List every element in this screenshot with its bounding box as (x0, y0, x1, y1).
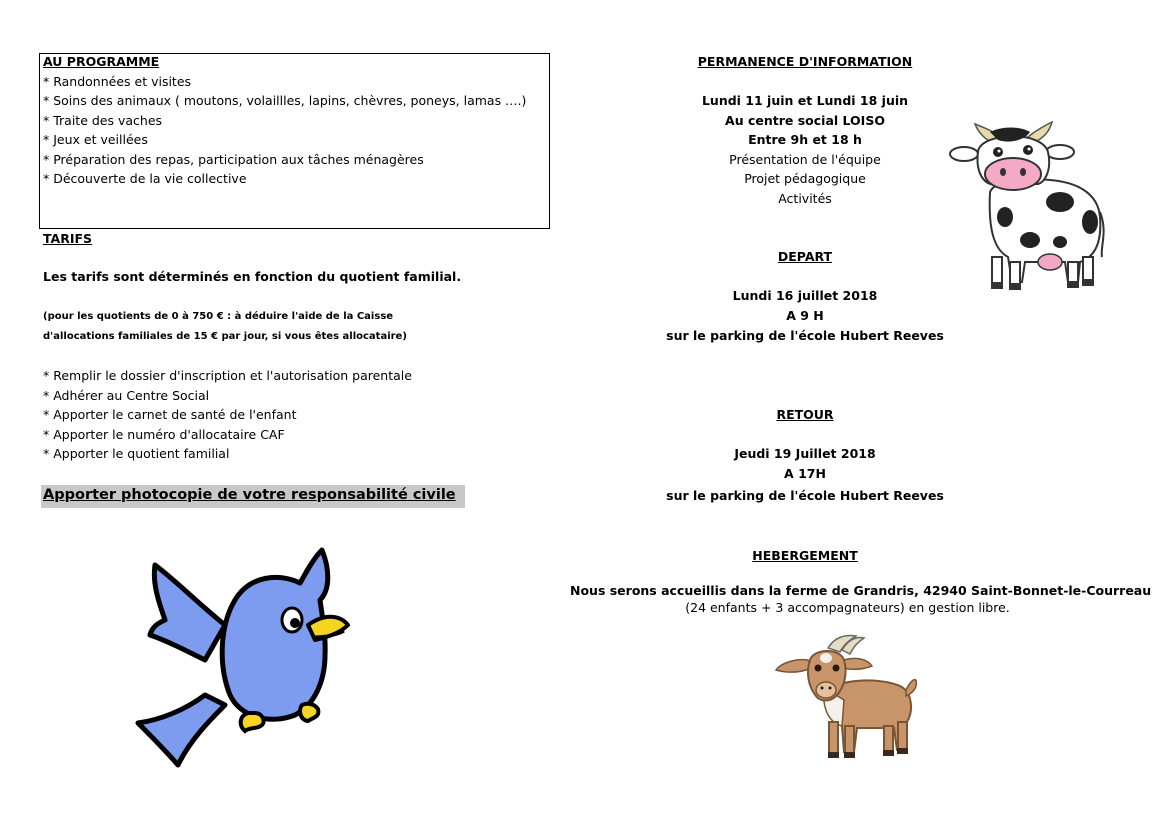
responsabilite-civile-highlight (41, 485, 465, 508)
retour-title: RETOUR (776, 407, 834, 422)
hebergement-line2: (24 enfants + 3 accompagnateurs) en gestion libre. (685, 600, 1010, 615)
programme-item: * Découverte de la vie collective (43, 171, 247, 186)
checklist-item: * Apporter le quotient familial (43, 446, 230, 461)
permanence-dates: Lundi 11 juin et Lundi 18 juin (701, 93, 909, 108)
programme-item: * Soins des animaux ( moutons, volaillles, lapins, chèvres, poneys, lamas ….) (43, 93, 527, 108)
hebergement-line1: Nous serons accueillis dans la ferme de Grandris, 42940 Saint-Bonnet-le-Courreau (570, 583, 1152, 598)
depart-date: Lundi 16 juillet 2018 (732, 288, 878, 303)
programme-item: * Randonnées et visites (43, 74, 192, 89)
permanence-hours: Entre 9h et 18 h (748, 132, 862, 147)
highlight-text: Apporter photocopie de votre responsabilité civile (43, 487, 456, 503)
tarifs-note-line: (pour les quotients de 0 à 750 € : à déduire l'aide de la Caisse (43, 311, 394, 322)
hebergement-title: HEBERGEMENT (752, 548, 858, 563)
programme-title: AU PROGRAMME (43, 54, 160, 69)
permanence-place: Au centre social LOISO (725, 113, 885, 128)
checklist-item: * Apporter le carnet de santé de l'enfant (43, 407, 297, 422)
checklist-item: * Apporter le numéro d'allocataire CAF (43, 427, 285, 442)
checklist-item: * Remplir le dossier d'inscription et l'autorisation parentale (43, 368, 412, 383)
depart-time: A 9 H (786, 308, 824, 323)
permanence-item: Projet pédagogique (744, 171, 866, 186)
tarifs-note-line: d'allocations familiales de 15 € par jour, si vous êtes allocataire) (43, 331, 407, 342)
depart-place: sur le parking de l'école Hubert Reeves (666, 328, 944, 343)
permanence-item: Activités (778, 191, 832, 206)
programme-item: * Traite des vaches (43, 113, 163, 128)
programme-item: * Jeux et veillées (43, 132, 148, 147)
retour-place: sur le parking de l'école Hubert Reeves (666, 488, 944, 503)
programme-item: * Préparation des repas, participation aux tâches ménagères (43, 152, 424, 167)
goat-illustration (772, 630, 917, 765)
tarifs-main: Les tarifs sont déterminés en fonction du quotient familial. (43, 269, 462, 284)
permanence-item: Présentation de l'équipe (729, 152, 881, 167)
retour-date: Jeudi 19 Juillet 2018 (734, 446, 876, 461)
tarifs-title: TARIFS (43, 231, 93, 246)
permanence-title: PERMANENCE D'INFORMATION (697, 54, 913, 69)
checklist-item: * Adhérer au Centre Social (43, 388, 210, 403)
cow-illustration (950, 122, 1105, 294)
retour-time: A 17H (784, 466, 826, 481)
bird-illustration (130, 545, 360, 770)
depart-title: DEPART (777, 249, 833, 264)
